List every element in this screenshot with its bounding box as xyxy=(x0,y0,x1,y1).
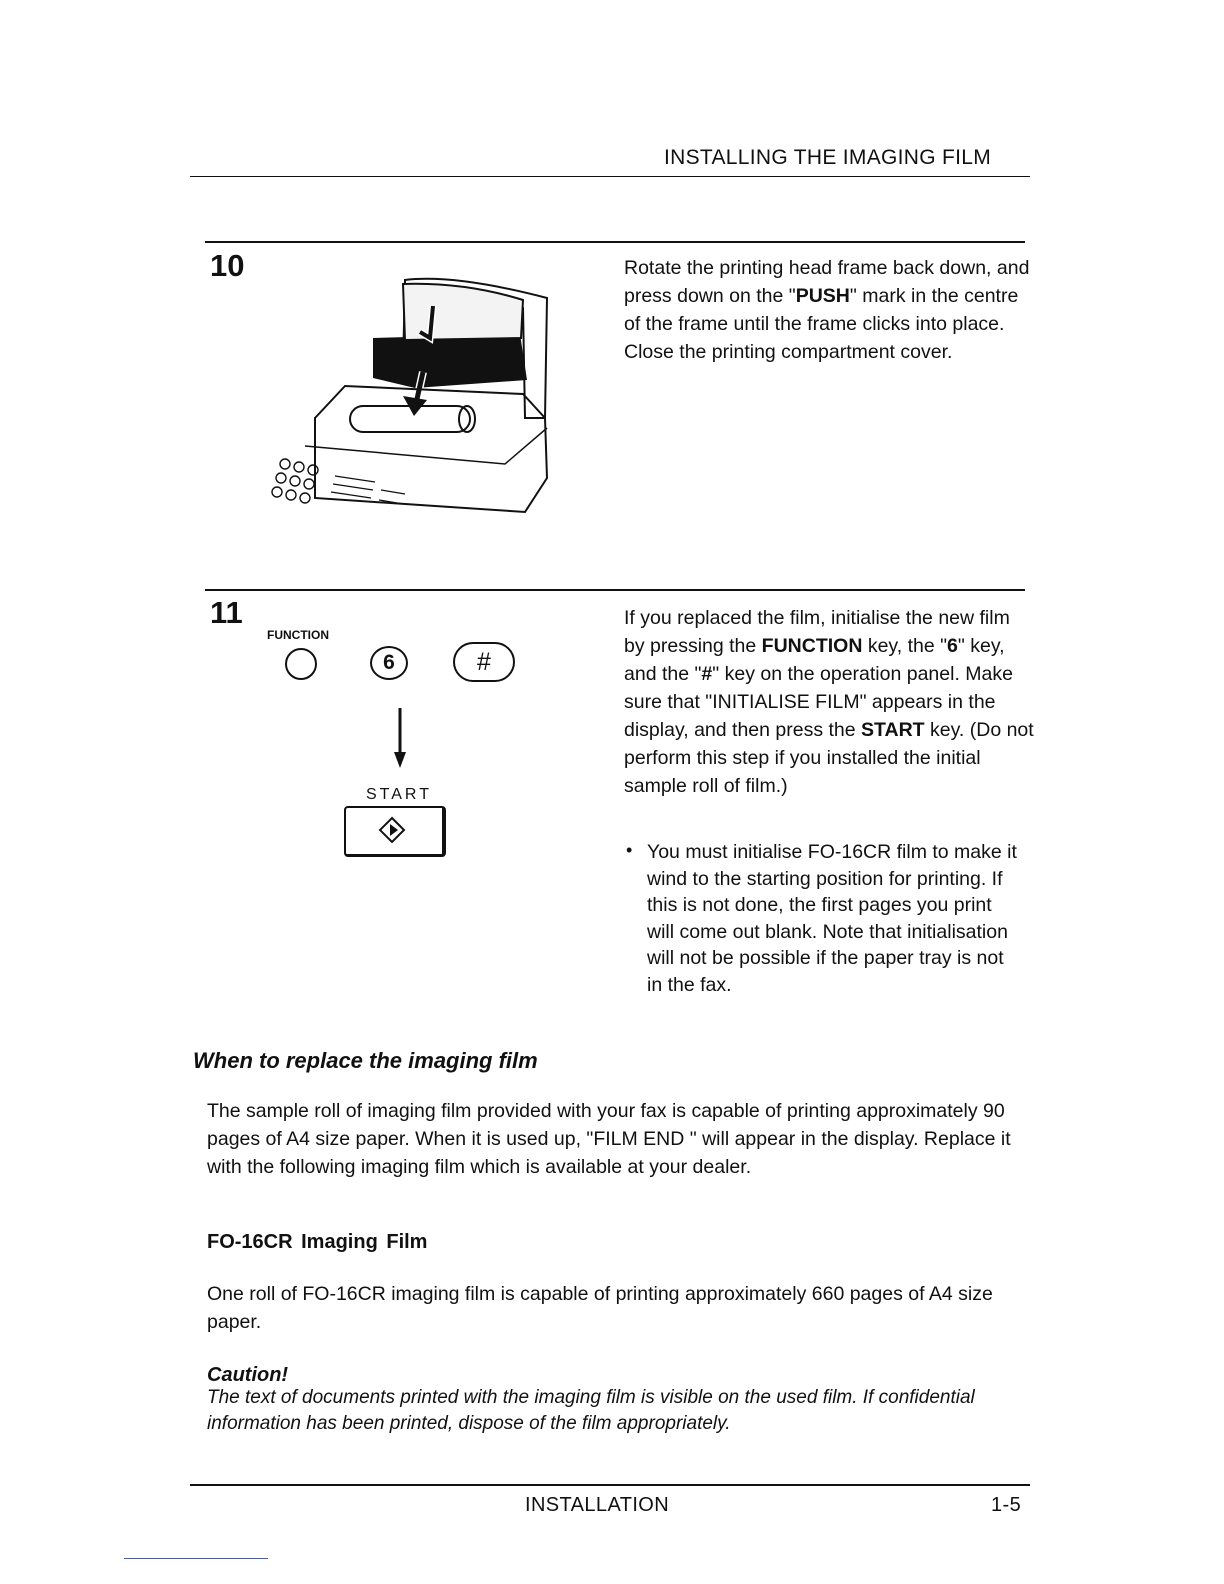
step-10-rule xyxy=(205,241,1025,243)
caution-text: The text of documents printed with the imaging film is visible on the used film. If confidential information has been printed, dispose of the film appropriately. xyxy=(207,1387,975,1434)
step-10-text: Rotate the printing head frame back down, and press down on the "PUSH" mark in the centre of the frame until the frame clicks into place. Close the printing compartment cover. xyxy=(624,257,1030,363)
key-6-icon: 6 xyxy=(370,646,408,680)
film-capacity-paragraph: One roll of FO-16CR imaging film is capable of printing approximately 660 pages of A4 size paper. xyxy=(207,1283,993,1333)
step-11-bullet-text: You must initialise FO-16CR film to make it wind to the starting position for printing. If this is not done, the first pages you print will come out blank. Note that initialisation will not be possible if the paper tray is not in the fax. xyxy=(647,841,1017,996)
caution-title: Caution! xyxy=(207,1364,289,1386)
section-heading: When to replace the imaging film xyxy=(193,1048,538,1073)
footer-section: INSTALLATION xyxy=(525,1494,670,1516)
step-10-number: 10 xyxy=(210,248,245,283)
replace-paragraph: The sample roll of imaging film provided with your fax is capable of printing approximately 90 pages of A4 size paper. When it is used up, "FILM END " will appear in the display. Replace it with the following imaging film which is available at your dealer. xyxy=(207,1100,1011,1178)
film-subheading: FO-16CR Imaging Film xyxy=(207,1231,428,1253)
start-key-label: START xyxy=(366,786,432,803)
bottom-link-line xyxy=(124,1558,268,1559)
footer-rule xyxy=(190,1484,1030,1486)
function-key-icon xyxy=(285,648,317,680)
key-hash-icon: # xyxy=(453,642,515,682)
fax-printing-head-illustration xyxy=(255,268,565,518)
header-rule xyxy=(190,176,1030,177)
page-number: 1-5 xyxy=(991,1494,1022,1516)
page-header-title: INSTALLING THE IMAGING FILM xyxy=(664,146,992,169)
step-11-text: If you replaced the film, initialise the new film by pressing the FUNCTION key, the "6" key, and the "#" key on the operation panel. Make sure that "INITIALISE FILM" appears in the display, and then press the START key. (Do not perform this step if you installed the initial sample roll of film.) xyxy=(624,607,1034,797)
arrow-down-icon xyxy=(390,708,410,768)
step-11-rule xyxy=(205,589,1025,591)
step-11-number: 11 xyxy=(210,595,243,630)
start-key-icon xyxy=(344,806,446,857)
function-key-label: FUNCTION xyxy=(267,628,329,642)
bullet-dot: • xyxy=(626,840,633,860)
